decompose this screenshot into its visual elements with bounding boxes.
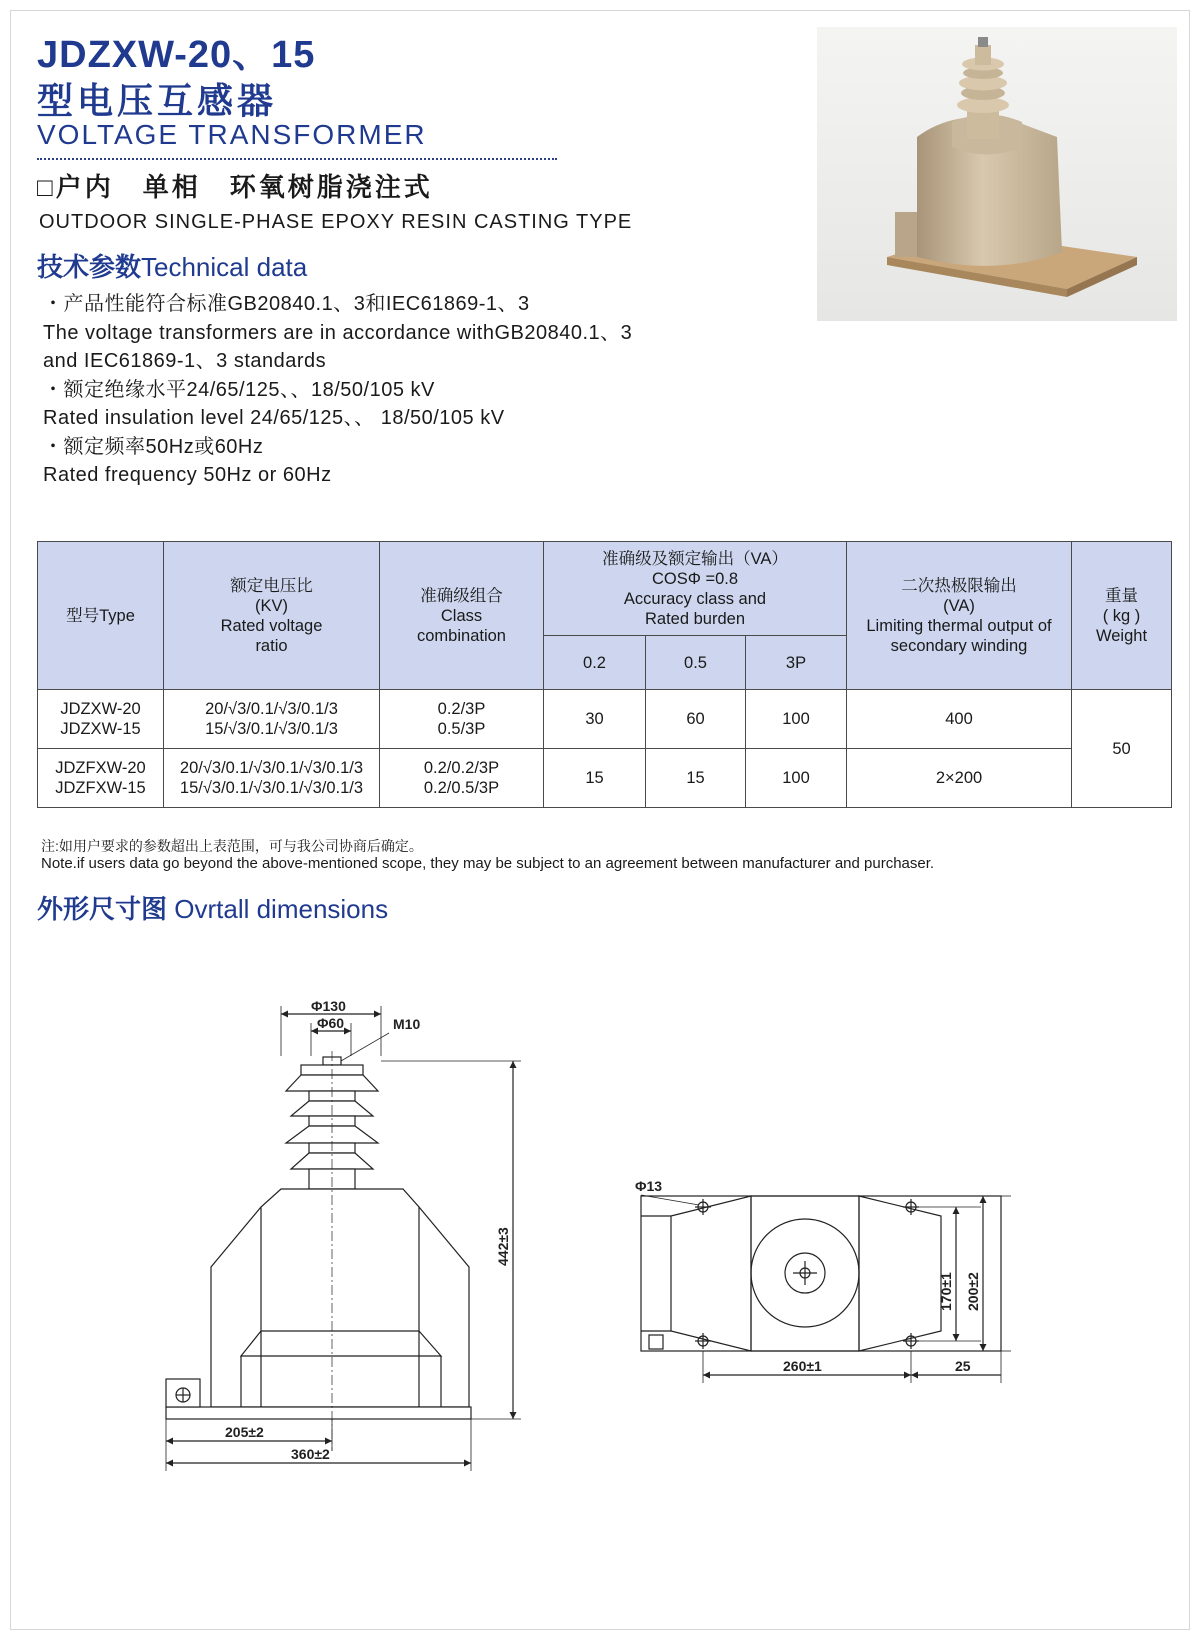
dim-h442: 442±3 (495, 1227, 511, 1266)
dim-m10: M10 (393, 1016, 421, 1032)
spec-line: Rated insulation level 24/65/125、、 18/50/105 kV (43, 407, 505, 429)
model-title: JDZXW-20、15 (37, 34, 316, 76)
class-cell: 0.2/3P 0.5/3P (380, 690, 544, 749)
header-accuracy-burden: 准确级及额定输出（VA） COSΦ =0.8 Accuracy class and Rated burden (544, 542, 847, 636)
burden-3p-cell: 100 (746, 749, 847, 808)
burden-3p-cell: 100 (746, 690, 847, 749)
spec-line: ・额定绝缘水平24/65/125、、18/50/105 kV (43, 378, 435, 401)
spec-line: and IEC61869-1、3 standards (43, 350, 327, 372)
dim-w205: 205±2 (225, 1424, 264, 1440)
dim-d130: Φ130 (311, 998, 346, 1014)
header-class-0.2: 0.2 (544, 636, 646, 690)
dim-h170: 170±1 (938, 1272, 954, 1311)
dim-d13: Φ13 (635, 1178, 663, 1194)
thermal-output-cell: 400 (847, 690, 1072, 749)
burden-0.5-cell: 15 (646, 749, 746, 808)
dimensions-heading-cn: 外形尺寸图 (37, 894, 168, 924)
header-type: 型号Type (38, 542, 164, 690)
type-cell: JDZXW-20 JDZXW-15 (38, 690, 164, 749)
title-divider (37, 158, 557, 160)
thermal-output-cell: 2×200 (847, 749, 1072, 808)
product-photo (817, 27, 1177, 321)
table-row (38, 690, 1172, 749)
burden-0.2-cell: 30 (544, 690, 646, 749)
header-weight: 重量 ( kg ) Weight (1072, 542, 1172, 690)
note-english: Note.if users data go beyond the above-mentioned scope, they may be subject to an agreement between manufacturer and purchaser. (41, 855, 935, 872)
specification-table (37, 541, 1172, 808)
datasheet-page (10, 10, 1190, 1630)
header-class-3p: 3P (746, 636, 847, 690)
technical-data-list (43, 290, 743, 490)
spec-line: The voltage transformers are in accordance withGB20840.1、3 (43, 321, 633, 344)
header-voltage-ratio: 额定电压比 (KV) Rated voltage ratio (164, 542, 380, 690)
burden-0.5-cell: 60 (646, 690, 746, 749)
dim-w25: 25 (955, 1358, 971, 1374)
spec-line: ・额定频率50Hz或60Hz (43, 435, 264, 458)
spec-line: Rated frequency 50Hz or 60Hz (43, 464, 332, 486)
technical-data-heading (37, 247, 307, 284)
header-class-0.5: 0.5 (646, 636, 746, 690)
weight-cell: 50 (1072, 690, 1172, 808)
english-title: VOLTAGE TRANSFORMER (37, 119, 427, 150)
english-type-line: OUTDOOR SINGLE-PHASE EPOXY RESIN CASTING TYPE (39, 211, 633, 233)
type-cell: JDZFXW-20 JDZFXW-15 (38, 749, 164, 808)
top-view (635, 1178, 1011, 1383)
front-view (166, 998, 521, 1471)
chinese-type-line: □户内 单相 环氧树脂浇注式 (37, 172, 433, 202)
table-row (38, 749, 1172, 808)
header-class-combination: 准确级组合 Class combination (380, 542, 544, 690)
spec-line: ・产品性能符合标准GB20840.1、3和IEC61869-1、3 (43, 293, 530, 315)
class-cell: 0.2/0.2/3P 0.2/0.5/3P (380, 749, 544, 808)
dim-d60: Φ60 (317, 1015, 345, 1031)
dim-w260: 260±1 (783, 1358, 822, 1374)
dimensions-heading-en: Ovrtall dimensions (174, 894, 389, 924)
ratio-cell: 20/√3/0.1/√3/0.1/√3/0.1/3 15/√3/0.1/√3/0.1/√3/0.1/3 (164, 749, 380, 808)
chinese-title: 型电压互感器 (37, 80, 278, 121)
technical-data-heading-cn: 技术参数 (37, 252, 142, 282)
ratio-cell: 20/√3/0.1/√3/0.1/3 15/√3/0.1/√3/0.1/3 (164, 690, 380, 749)
dim-w360: 360±2 (291, 1446, 330, 1462)
technical-data-heading-en: Technical data (141, 252, 308, 282)
burden-0.2-cell: 15 (544, 749, 646, 808)
dim-h200: 200±2 (965, 1272, 981, 1311)
dimension-drawing (11, 911, 1190, 1531)
header-thermal-output: 二次热极限输出 (VA) Limiting thermal output of secondary winding (847, 542, 1072, 690)
note-chinese: 注:如用户要求的参数超出上表范围，可与我公司协商后确定。 (41, 838, 423, 854)
